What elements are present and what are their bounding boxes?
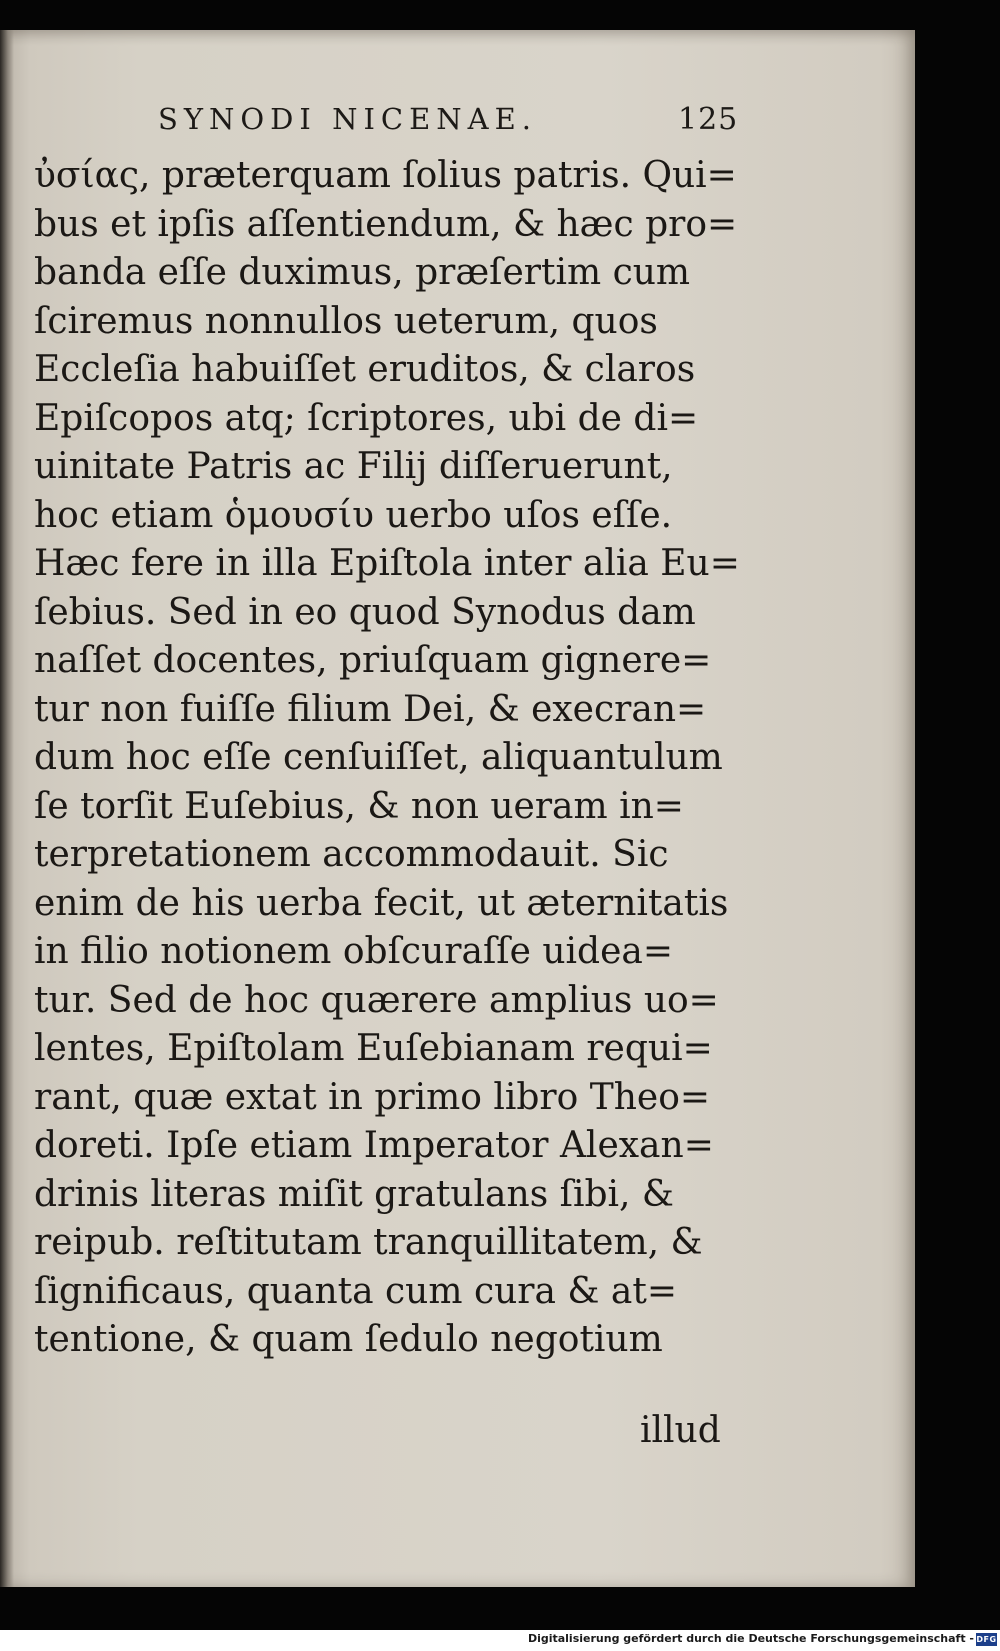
body-text xyxy=(34,152,740,1365)
text-line: banda eſſe duximus, præſertim cum xyxy=(34,252,691,293)
page-number: 125 xyxy=(678,102,739,137)
text-line: terpretationem accommodauit. Sic xyxy=(34,834,669,875)
text-line: in filio notionem obſcuraſſe uidea= xyxy=(34,931,674,972)
text-line: Eccleſia habuiſſet eruditos, & claros xyxy=(34,349,696,390)
text-line: doreti. Ipſe etiam Imperator Alexan= xyxy=(34,1125,714,1166)
catchword: illud xyxy=(640,1410,721,1451)
digitization-credit: Digitalisierung gefördert durch die Deutsche Forschungsgemeinschaft - xyxy=(527,1632,974,1645)
text-line: naſſet docentes, priuſquam gignere= xyxy=(34,640,712,681)
text-line: Hæc fere in illa Epiſtola inter alia Eu= xyxy=(34,543,740,584)
text-line: ſciremus nonnullos ueterum, quos xyxy=(34,300,658,342)
page-gutter-shadow xyxy=(0,30,14,1587)
text-line: reipub. reſtitutam tranquillitatem, & xyxy=(34,1222,703,1263)
text-line: hoc etiam ὁμουσίυ uerbo uſos eſſe. xyxy=(34,494,673,536)
text-line: dum hoc eſſe cenſuiſſet, aliquantulum xyxy=(34,737,723,778)
text-line: Epiſcopos atq; ſcriptores, ubi de di= xyxy=(34,397,699,439)
text-line: tur non fuiſſe filium Dei, & execran= xyxy=(34,688,707,730)
text-line: uinitate Patris ac Filij diſſeruerunt, xyxy=(34,446,673,487)
dfg-logo-icon: DFG xyxy=(976,1635,997,1644)
running-head: SYNODI NICENAE. xyxy=(158,102,537,136)
text-line: rant, quæ extat in primo libro Theo= xyxy=(34,1076,711,1118)
text-line: bus et ipſis aſſentiendum, & hæc pro= xyxy=(34,203,738,245)
text-line: ſe torſit Euſebius, & non ueram in= xyxy=(34,785,684,827)
text-line: ſebius. Sed in eo quod Synodus dam xyxy=(34,591,696,633)
text-line: ὐσίας, præterquam ſolius patris. Qui= xyxy=(34,155,737,196)
text-line: enim de his uerba fecit, ut æternitatis xyxy=(34,882,729,924)
text-line: drinis literas miſit gratulans ſibi, & xyxy=(34,1173,674,1215)
text-line: tentione, & quam ſedulo negotium xyxy=(34,1319,663,1360)
text-line: tur. Sed de hoc quærere amplius uo= xyxy=(34,979,719,1021)
text-line: lentes, Epiſtolam Euſebianam requi= xyxy=(34,1028,713,1069)
text-line: ſignificaus, quanta cum cura & at= xyxy=(34,1270,677,1312)
